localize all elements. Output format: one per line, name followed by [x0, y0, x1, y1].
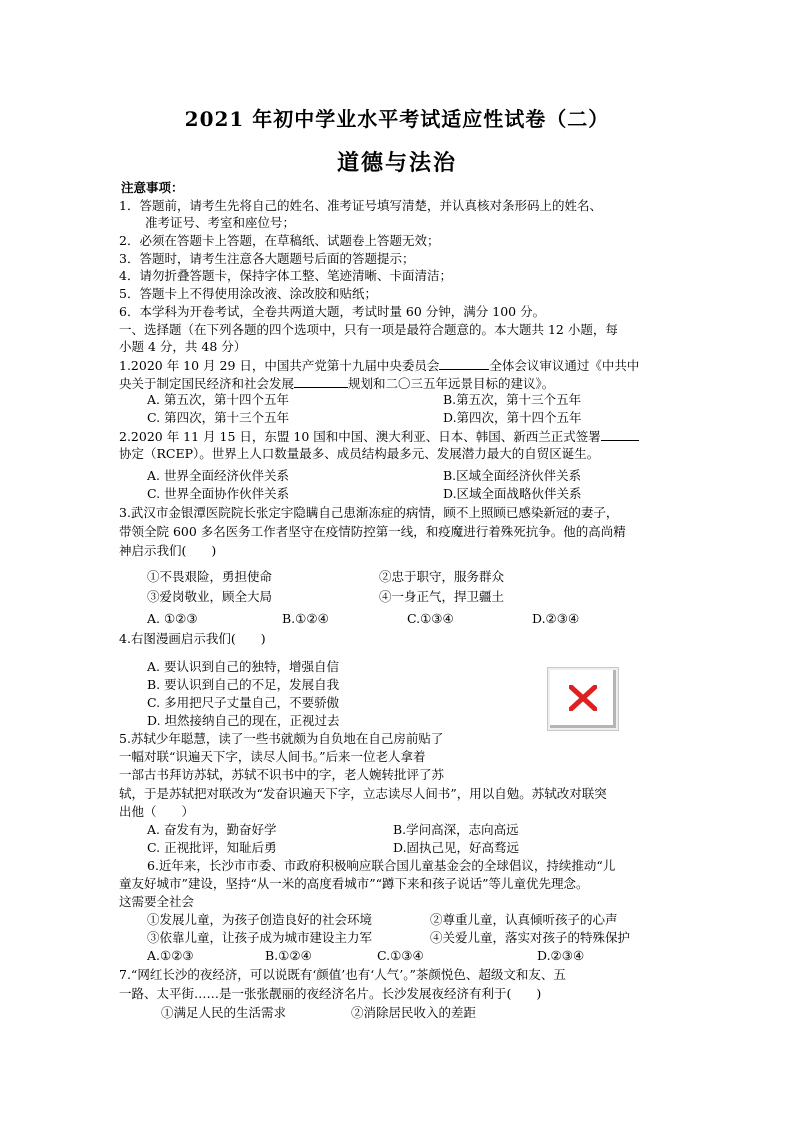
question-2-text: 2.2020 年 11 月 15 日，东盟 10 国和中国、澳大利亚、日本、韩国、新西兰正式签署 [119, 428, 639, 445]
option-a: A. ①②③ [147, 611, 198, 626]
question-6-text: 这需要全社会 [119, 894, 195, 909]
subject-title: 道德与法治 [336, 150, 457, 176]
statement-3: ③依靠儿童，让孩子成为城市建设主力军 [147, 930, 373, 945]
option-c: C.①③④ [377, 948, 424, 963]
option-b: B. 要认识到自己的不足，发展自我 [147, 677, 340, 692]
option-a: A. 要认识到自己的独特，增强自信 [147, 659, 339, 674]
option-a: A. 世界全面经济伙伴关系 [147, 468, 289, 483]
question-6-text: 童友好城市”建设，坚持“从一米的高度看城市”“蹲下来和孩子说话”等儿童优先理念。 [119, 876, 589, 891]
question-3-text: 3.武汉市金银潭医院院长张定宇隐瞒自己患渐冻症的病情，顾不上照顾已感染新冠的妻子， [119, 505, 619, 520]
option-a: A. 第五次，第十四个五年 [147, 392, 289, 407]
statement-2: ②忠于职守，服务群众 [379, 569, 505, 584]
option-d: D.②③④ [532, 611, 580, 626]
answer-blank [439, 357, 489, 370]
question-5-text: 5.苏轼少年聪慧，读了一些书就颇为自负地在自己房前贴了 [119, 731, 444, 746]
question-5-text: 出他（ ） [119, 804, 195, 819]
option-c: C.①③④ [407, 611, 454, 626]
note-item: 5．答题卡上不得使用涂改液、涂改胶和贴纸； [119, 286, 377, 301]
statement-1: ①发展儿童，为孩子创造良好的社会环境 [147, 912, 373, 927]
exam-title: 2021 年初中学业水平考试适应性试卷（二） [184, 107, 610, 131]
broken-image-icon [547, 667, 619, 731]
note-item: 1．答题前，请考生先将自己的姓名、准考证号填写清楚，并认真核对条形码上的姓名、 [119, 198, 602, 213]
note-item: 4．请勿折叠答题卡，保持字体工整、笔迹清晰、卡面清洁； [119, 268, 452, 283]
option-a: A. 奋发有为，勤奋好学 [147, 822, 277, 837]
answer-blank [601, 428, 639, 441]
question-7-text: 7.“网红长沙的夜经济，可以说既有‘颜值’也有‘人气’。”茶颜悦色、超级文和友、五 [119, 967, 566, 982]
statement-4: ④关爱儿童，落实对孩子的特殊保护 [430, 930, 631, 945]
statement-2: ②尊重儿童，认真倾听孩子的心声 [430, 912, 618, 927]
section-heading: 小题 4 分，共 48 分） [119, 339, 247, 354]
option-b: B.①②④ [265, 948, 312, 963]
statement-1: ①满足人民的生活需求 [161, 1005, 287, 1020]
option-b: B.①②④ [282, 611, 329, 626]
option-b: B.第五次，第十三个五年 [443, 392, 582, 407]
option-a: A.①②③ [147, 948, 194, 963]
section-heading: 一、选择题（在下列各题的四个选项中，只有一项是最符合题意的。本大题共 12 小题，每 [119, 322, 618, 337]
option-d: D.区域全面战略伙伴关系 [443, 486, 582, 501]
option-d: D.第四次，第十四个五年 [443, 410, 582, 425]
statement-3: ③爱岗敬业，顾全大局 [147, 589, 273, 604]
question-5-text: 一部古书拜访苏轼，苏轼不识书中的字，老人婉转批评了苏 [119, 767, 445, 782]
option-b: B.区域全面经济伙伴关系 [443, 468, 582, 483]
question-1-text: 央关于制定国民经济和社会发展 规划和二〇三五年远景目标的建议》。 [119, 376, 555, 391]
note-item: 2．必须在答题卡上答题，在草稿纸、试题卷上答题无效； [119, 233, 440, 248]
option-c: C. 世界全面协作伙伴关系 [147, 486, 290, 501]
note-item: 3．答题时，请考生注意各大题题号后面的答题提示； [119, 251, 415, 266]
note-item: 准考证号、考室和座位号； [145, 215, 296, 230]
option-d: D.②③④ [537, 948, 585, 963]
question-2-text: 协定（RCEP）。世界上人口数量最多、成员结构最多元、发展潜力最大的自贸区诞生。 [119, 446, 600, 461]
note-item: 6．本学科为开卷考试，全卷共两道大题，考试时量 60 分钟，满分 100 分。 [119, 304, 546, 319]
option-d: D.固执己见，好高骛远 [393, 840, 520, 855]
statement-1: ①不畏艰险，勇担使命 [147, 569, 273, 584]
option-c: C. 正视批评，知耻后勇 [147, 840, 277, 855]
statement-4: ④一身正气，捍卫疆土 [379, 589, 505, 604]
question-4-text: 4.右图漫画启示我们( ) [119, 631, 266, 646]
question-3-text: 神启示我们( ) [119, 543, 217, 558]
question-5-text: 轼，于是苏轼把对联改为“发奋识遍天下字，立志读尽人间书”，用以自勉。苏轼改对联突 [119, 786, 607, 801]
question-6-text: 6.近年来，长沙市市委、市政府积极响应联合国儿童基金会的全球倡议，持续推动“儿 [147, 858, 616, 873]
question-5-text: 一幅对联“识遍天下字，读尽人间书。”后来一位老人拿着 [119, 749, 426, 764]
statement-2: ②消除居民收入的差距 [351, 1005, 477, 1020]
option-b: B.学问高深，志向高远 [393, 822, 519, 837]
option-d: D. 坦然接纳自己的现在，正视过去 [147, 713, 340, 728]
option-c: C. 第四次，第十三个五年 [147, 410, 290, 425]
question-3-text: 带领全院 600 多名医务工作者坚守在疫情防控第一线，和疫魔进行着殊死抗争。他的高尚精 [119, 524, 626, 539]
option-c: C. 多用把尺子丈量自己，不要骄傲 [147, 695, 340, 710]
question-7-text: 一路、太平街……是一张张靓丽的夜经济名片。长沙发展夜经济有利于( ) [119, 986, 542, 1001]
close-icon [569, 685, 597, 711]
notes-heading: 注意事项： [121, 180, 184, 195]
question-1-text: 1.2020 年 10 月 29 日，中国共产党第十九届中央委员会 全体会议审议通过《中共中 [119, 358, 640, 373]
answer-blank [294, 375, 348, 388]
